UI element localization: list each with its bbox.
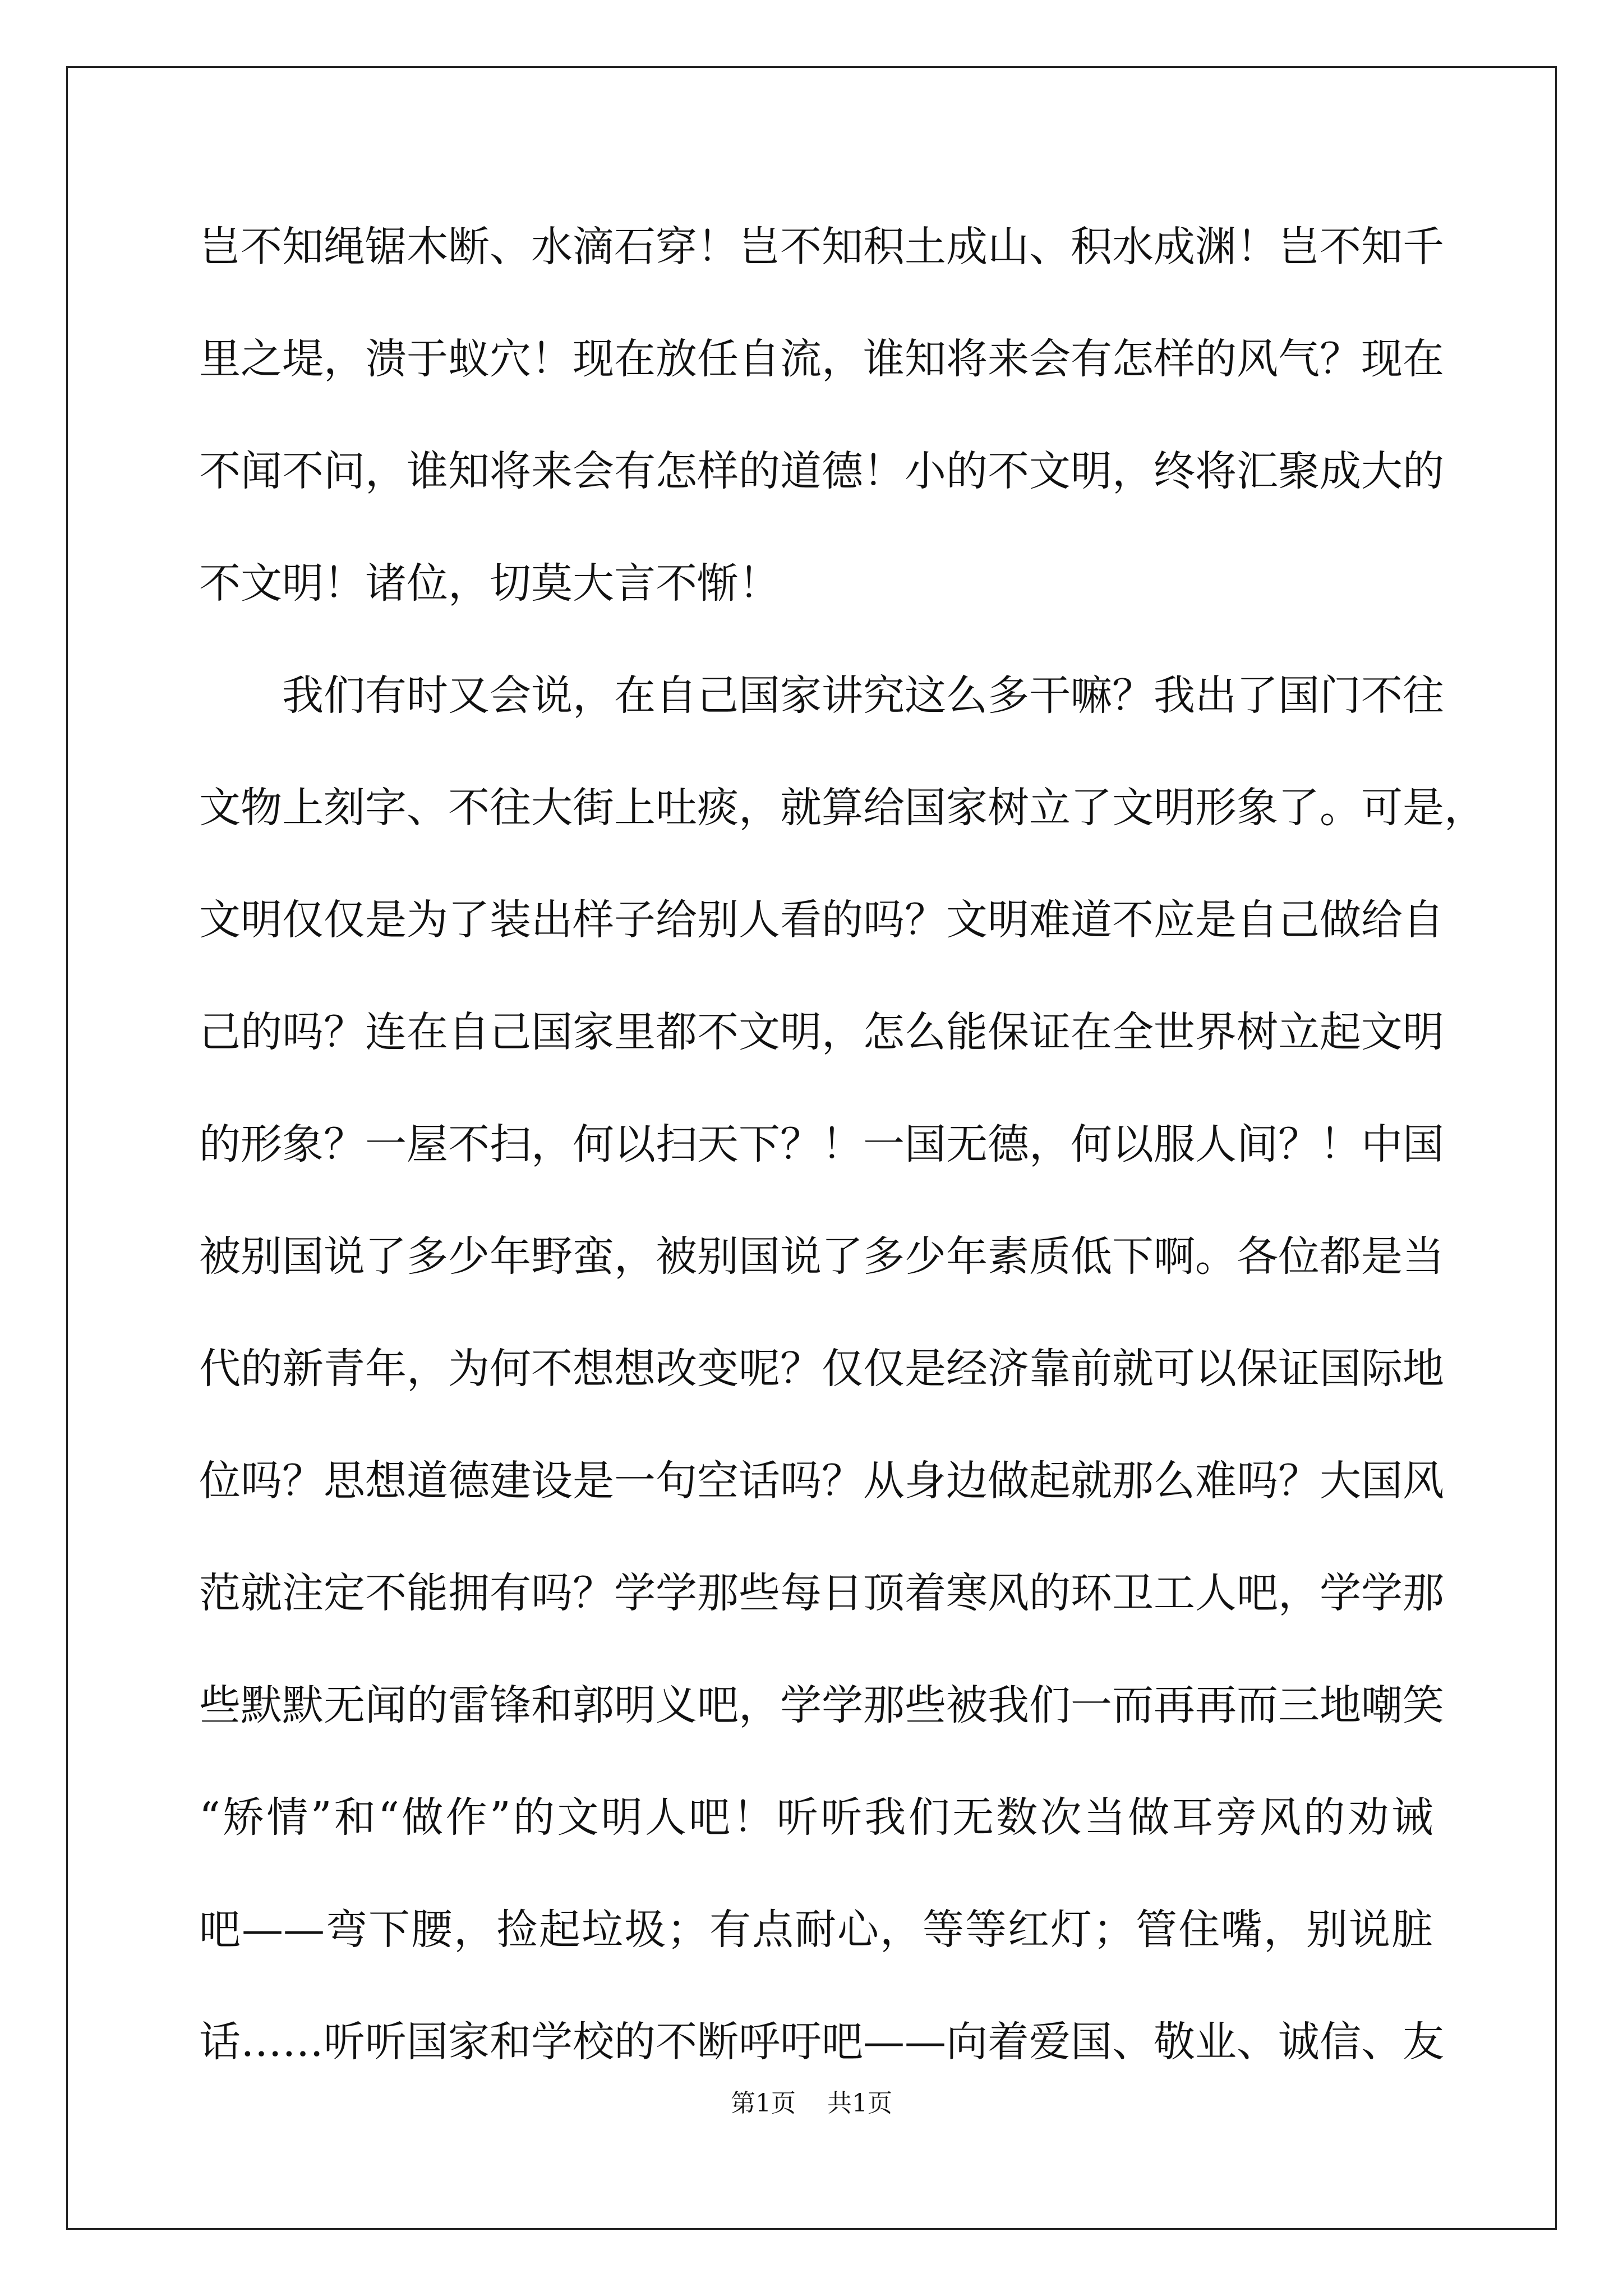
page-footer <box>0 2087 1623 2120</box>
text-line: 代的新青年，为何不想想改变呢？仅仅是经济靠前就可以保证国际地 <box>199 1345 1444 1393</box>
paragraph-2 <box>199 639 1486 2098</box>
text-line: 我们有时又会说，在自己国家讲究这么多干嘛？我出了国门不往 <box>282 671 1444 720</box>
text-line: 吧——弯下腰，捡起垃圾；有点耐心，等等红灯；管住嘴，别说脏 <box>199 1906 1433 1954</box>
text-line: “矫情”和“做作”的文明人吧！听听我们无数次当做耳旁风的劝诫 <box>199 1793 1433 1842</box>
document-body <box>199 191 1486 2098</box>
text-line: 不文明！诸位，切莫大言不惭！ <box>199 559 780 608</box>
paragraph-1 <box>199 191 1444 639</box>
text-line: 己的吗？连在自己国家里都不文明，怎么能保证在全世界树立起文明 <box>199 1008 1444 1056</box>
text-line: 文物上刻字、不往大街上吐痰，就算给国家树立了文明形象了。可是， <box>199 784 1486 832</box>
text-line: 的形象？一屋不扫，何以扫天下？！一国无德，何以服人间？！中国 <box>199 1120 1444 1168</box>
page-total: 共1页 <box>827 2089 892 2118</box>
text-line: 不闻不问，谁知将来会有怎样的道德！小的不文明，终将汇聚成大的 <box>199 447 1444 495</box>
text-line: 话……听听国家和学校的不断呼吁吧——向着爱国、敬业、诚信、友 <box>199 2018 1444 2066</box>
text-line: 文明仅仅是为了装出样子给别人看的吗？文明难道不应是自己做给自 <box>199 896 1444 944</box>
text-line: 些默默无闻的雷锋和郭明义吧，学学那些被我们一而再再而三地嘲笑 <box>199 1681 1444 1729</box>
text-line: 范就注定不能拥有吗？学学那些每日顶着寒风的环卫工人吧，学学那 <box>199 1569 1444 1617</box>
text-line: 里之堤，溃于蚁穴！现在放任自流，谁知将来会有怎样的风气？现在 <box>199 335 1444 383</box>
page-number: 第1页 <box>731 2089 796 2118</box>
text-line: 被别国说了多少年野蛮，被别国说了多少年素质低下啊。各位都是当 <box>199 1232 1444 1281</box>
text-line: 岂不知绳锯木断、水滴石穿！岂不知积土成山、积水成渊！岂不知千 <box>199 223 1444 271</box>
text-line: 位吗？思想道德建设是一句空话吗？从身边做起就那么难吗？大国风 <box>199 1457 1444 1505</box>
